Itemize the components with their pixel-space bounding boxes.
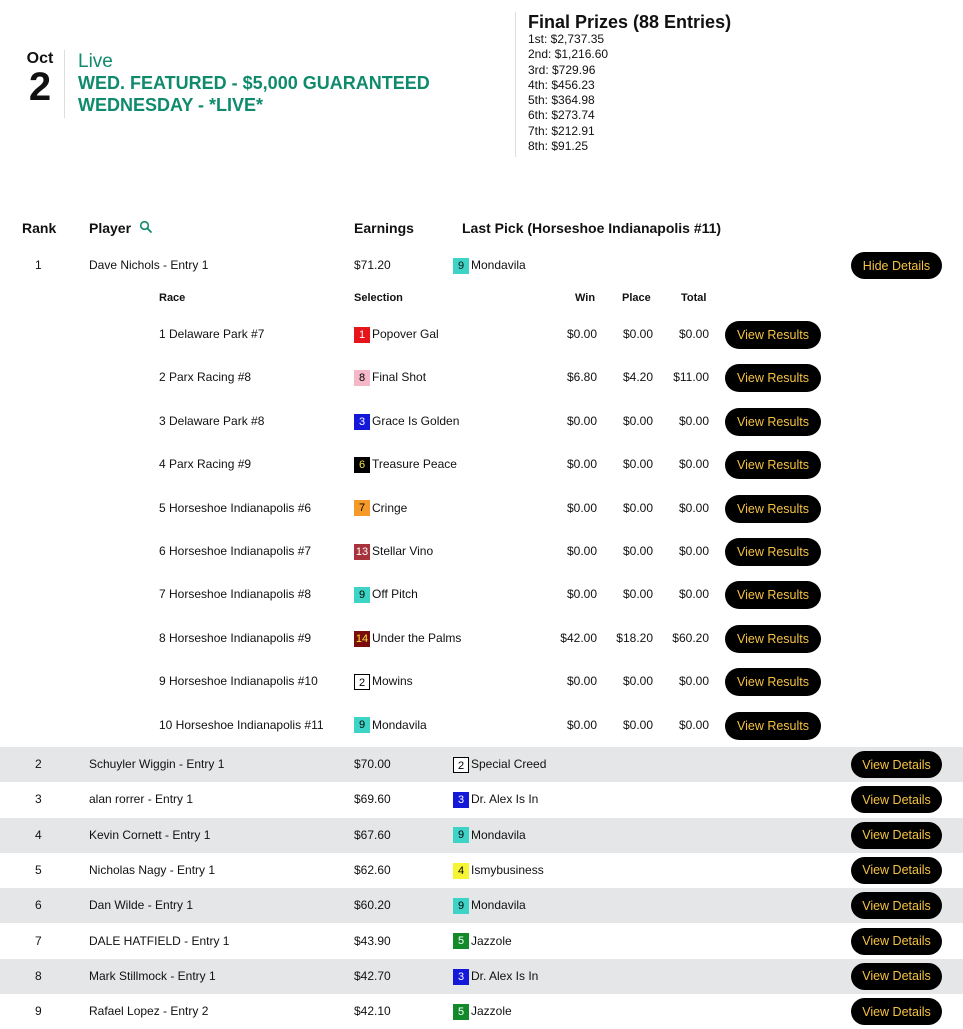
horse-number-badge: 5 bbox=[453, 933, 469, 949]
column-header-earnings: Earnings bbox=[354, 220, 414, 236]
view-results-button[interactable]: View Results bbox=[725, 321, 821, 349]
player-cell: Kevin Cornett - Entry 1 bbox=[89, 827, 211, 842]
horse-name: Under the Palms bbox=[372, 630, 462, 645]
place-cell: $0.00 bbox=[622, 413, 653, 428]
horse-name: Mondavila bbox=[471, 898, 526, 913]
view-details-button[interactable]: View Details bbox=[851, 998, 942, 1025]
rank-cell: 6 bbox=[35, 898, 42, 913]
race-cell: 9 Horseshoe Indianapolis #10 bbox=[159, 674, 318, 689]
win-cell: $0.00 bbox=[566, 327, 597, 341]
selection-cell bbox=[354, 704, 427, 747]
last-pick-cell bbox=[453, 818, 526, 853]
details-header-race: Race bbox=[159, 292, 186, 304]
race-detail-row bbox=[0, 313, 963, 356]
horse-name: Ismybusiness bbox=[471, 862, 544, 877]
table-row bbox=[0, 818, 963, 853]
details-header-selection: Selection bbox=[354, 292, 403, 304]
horse-number-badge: 3 bbox=[354, 414, 370, 430]
divider bbox=[515, 12, 516, 157]
total-cell: $0.00 bbox=[678, 500, 709, 515]
last-pick-cell bbox=[453, 888, 526, 923]
race-detail-row bbox=[0, 400, 963, 443]
column-header-rank: Rank bbox=[22, 220, 57, 236]
table-row bbox=[0, 853, 963, 888]
win-cell: $0.00 bbox=[566, 544, 597, 558]
search-icon[interactable] bbox=[139, 220, 153, 234]
player-cell: Mark Stillmock - Entry 1 bbox=[89, 968, 216, 983]
view-details-button[interactable]: View Details bbox=[851, 857, 942, 884]
horse-number-badge: 9 bbox=[354, 587, 370, 603]
race-detail-row bbox=[0, 487, 963, 530]
horse-name: Dr. Alex Is In bbox=[471, 792, 539, 807]
earnings-cell: $67.60 bbox=[354, 827, 391, 842]
prize-line: 4th: $456.23 bbox=[528, 77, 595, 92]
event-title-block bbox=[78, 52, 478, 116]
race-detail-row bbox=[0, 573, 963, 616]
horse-name: Treasure Peace bbox=[372, 457, 457, 472]
last-pick-cell bbox=[453, 853, 544, 888]
view-details-button[interactable]: View Details bbox=[851, 822, 942, 849]
selection-cell bbox=[354, 400, 459, 443]
horse-number-badge: 2 bbox=[354, 674, 370, 690]
player-cell: Dan Wilde - Entry 1 bbox=[89, 898, 194, 913]
selection-cell bbox=[354, 443, 457, 486]
win-cell: $0.00 bbox=[566, 717, 597, 732]
event-date bbox=[24, 50, 56, 109]
race-cell: 8 Horseshoe Indianapolis #9 bbox=[159, 630, 312, 645]
view-results-button[interactable]: View Results bbox=[725, 712, 821, 740]
table-row bbox=[0, 248, 963, 283]
horse-number-badge: 1 bbox=[354, 327, 370, 343]
prize-line: 1st: $2,737.35 bbox=[528, 32, 605, 46]
horse-number-badge: 3 bbox=[453, 969, 469, 985]
column-header-player-label: Player bbox=[89, 220, 132, 236]
total-cell: $0.00 bbox=[678, 587, 709, 602]
last-pick-cell bbox=[453, 782, 538, 817]
horse-name: Mondavila bbox=[471, 258, 526, 272]
total-cell: $11.00 bbox=[673, 370, 709, 385]
event-title: WED. FEATURED - $5,000 GUARANTEED WEDNESDAY - *LIVE* bbox=[78, 73, 430, 115]
table-row bbox=[0, 747, 963, 782]
place-cell: $0.00 bbox=[622, 587, 653, 602]
horse-number-badge: 3 bbox=[453, 792, 469, 808]
horse-name: Dr. Alex Is In bbox=[471, 968, 539, 983]
earnings-cell: $42.10 bbox=[354, 1004, 391, 1019]
race-cell: 7 Horseshoe Indianapolis #8 bbox=[159, 587, 312, 602]
earnings-cell: $60.20 bbox=[354, 898, 391, 913]
event-month: Oct bbox=[26, 50, 54, 67]
horse-number-badge: 2 bbox=[453, 757, 469, 773]
place-cell: $0.00 bbox=[622, 544, 653, 558]
horse-name: Mondavila bbox=[471, 827, 526, 842]
selection-cell bbox=[354, 660, 413, 703]
horse-number-badge: 4 bbox=[453, 863, 469, 879]
rank-cell: 2 bbox=[35, 757, 42, 771]
place-cell: $0.00 bbox=[622, 327, 653, 341]
table-row bbox=[0, 959, 963, 994]
player-cell: Nicholas Nagy - Entry 1 bbox=[89, 862, 216, 877]
race-cell: 6 Horseshoe Indianapolis #7 bbox=[159, 544, 312, 558]
view-details-button[interactable]: View Details bbox=[851, 963, 942, 990]
horse-name: Stellar Vino bbox=[372, 544, 434, 558]
horse-number-badge: 9 bbox=[453, 258, 469, 274]
selection-cell bbox=[354, 530, 433, 573]
race-detail-row bbox=[0, 660, 963, 703]
horse-name: Special Creed bbox=[471, 757, 547, 771]
total-cell: $0.00 bbox=[678, 544, 709, 558]
selection-cell bbox=[354, 356, 426, 399]
last-pick-cell bbox=[453, 959, 538, 994]
hide-details-button[interactable]: Hide Details bbox=[851, 252, 942, 279]
last-pick-cell bbox=[453, 248, 526, 283]
earnings-cell: $42.70 bbox=[354, 968, 391, 983]
selection-cell bbox=[354, 487, 407, 530]
horse-name: Cringe bbox=[372, 500, 408, 515]
total-cell: $0.00 bbox=[678, 674, 709, 689]
total-cell: $0.00 bbox=[678, 327, 709, 341]
divider bbox=[64, 50, 65, 118]
horse-number-badge: 9 bbox=[453, 827, 469, 843]
place-cell: $4.20 bbox=[622, 370, 653, 385]
earnings-cell: $70.00 bbox=[354, 757, 391, 771]
win-cell: $0.00 bbox=[566, 587, 597, 602]
place-cell: $18.20 bbox=[616, 630, 653, 645]
table-row bbox=[0, 924, 963, 959]
race-cell: 2 Parx Racing #8 bbox=[159, 370, 252, 385]
selection-cell bbox=[354, 313, 439, 356]
selection-cell bbox=[354, 573, 418, 616]
details-header-win: Win bbox=[575, 292, 596, 304]
win-cell: $42.00 bbox=[560, 630, 597, 645]
table-row bbox=[0, 782, 963, 817]
rank-cell: 8 bbox=[35, 968, 42, 983]
view-results-button[interactable]: View Results bbox=[725, 538, 821, 566]
rank-cell: 3 bbox=[35, 792, 42, 807]
table-row bbox=[0, 888, 963, 923]
race-detail-row bbox=[0, 356, 963, 399]
race-cell: 10 Horseshoe Indianapolis #11 bbox=[159, 717, 324, 732]
race-cell: 3 Delaware Park #8 bbox=[159, 413, 265, 428]
total-cell: $0.00 bbox=[678, 717, 709, 732]
horse-number-badge: 8 bbox=[354, 370, 370, 386]
view-results-button[interactable]: View Results bbox=[725, 581, 821, 609]
race-detail-row bbox=[0, 530, 963, 573]
horse-name: Jazzole bbox=[471, 933, 512, 948]
win-cell: $0.00 bbox=[566, 413, 597, 428]
horse-name: Jazzole bbox=[471, 1004, 512, 1019]
horse-number-badge: 9 bbox=[453, 898, 469, 914]
win-cell: $0.00 bbox=[566, 457, 597, 472]
race-detail-row bbox=[0, 443, 963, 486]
horse-number-badge: 13 bbox=[355, 545, 369, 558]
prize-line: 8th: $91.25 bbox=[528, 139, 589, 154]
prize-line: 2nd: $1,216.60 bbox=[528, 47, 609, 62]
place-cell: $0.00 bbox=[622, 674, 653, 689]
earnings-cell: $62.60 bbox=[354, 862, 391, 877]
rank-cell: 7 bbox=[35, 933, 42, 948]
race-cell: 1 Delaware Park #7 bbox=[159, 327, 265, 341]
event-day: 2 bbox=[28, 65, 52, 109]
rank-cell: 9 bbox=[35, 1004, 42, 1019]
final-prizes-heading: Final Prizes (88 Entries) bbox=[528, 12, 732, 32]
horse-name: Grace Is Golden bbox=[372, 413, 460, 428]
last-pick-cell bbox=[453, 924, 512, 959]
view-results-button[interactable]: View Results bbox=[725, 408, 821, 436]
rank-cell: 5 bbox=[35, 862, 42, 877]
place-cell: $0.00 bbox=[622, 500, 653, 515]
last-pick-cell bbox=[453, 747, 546, 782]
view-details-button[interactable]: View Details bbox=[851, 751, 942, 778]
view-results-button[interactable]: View Results bbox=[725, 451, 821, 479]
details-header-place: Place bbox=[622, 292, 651, 304]
view-results-button[interactable]: View Results bbox=[725, 495, 821, 523]
player-cell: Schuyler Wiggin - Entry 1 bbox=[89, 757, 225, 771]
final-prizes bbox=[528, 12, 731, 154]
prize-line: 6th: $273.74 bbox=[528, 108, 595, 123]
horse-number-badge: 7 bbox=[354, 500, 370, 516]
race-cell: 4 Parx Racing #9 bbox=[159, 457, 252, 472]
race-detail-row bbox=[0, 704, 963, 747]
view-details-button[interactable]: View Details bbox=[851, 892, 942, 919]
win-cell: $6.80 bbox=[566, 370, 597, 385]
horse-number-badge: 14 bbox=[355, 632, 369, 645]
earnings-cell: $69.60 bbox=[354, 792, 391, 807]
prize-line: 5th: $364.98 bbox=[528, 93, 595, 108]
player-cell: DALE HATFIELD - Entry 1 bbox=[89, 933, 230, 948]
total-cell: $0.00 bbox=[678, 413, 709, 428]
win-cell: $0.00 bbox=[566, 500, 597, 515]
race-cell: 5 Horseshoe Indianapolis #6 bbox=[159, 500, 312, 515]
race-detail-row bbox=[0, 617, 963, 660]
player-cell: alan rorrer - Entry 1 bbox=[89, 792, 194, 807]
view-results-button[interactable]: View Results bbox=[725, 625, 821, 653]
player-cell: Rafael Lopez - Entry 2 bbox=[89, 1004, 209, 1019]
view-results-button[interactable]: View Results bbox=[725, 668, 821, 696]
view-details-button[interactable]: View Details bbox=[851, 928, 942, 955]
rank-cell: 1 bbox=[35, 258, 42, 272]
earnings-cell: $43.90 bbox=[354, 933, 391, 948]
horse-name: Mondavila bbox=[372, 717, 427, 732]
win-cell: $0.00 bbox=[566, 674, 597, 689]
view-details-button[interactable]: View Details bbox=[851, 786, 942, 813]
horse-name: Popover Gal bbox=[372, 327, 439, 341]
horse-number-badge: 9 bbox=[354, 717, 370, 733]
selection-cell bbox=[354, 617, 461, 660]
column-header-last-pick: Last Pick (Horseshoe Indianapolis #11) bbox=[462, 220, 722, 236]
earnings-cell: $71.20 bbox=[354, 258, 391, 272]
horse-number-badge: 5 bbox=[453, 1004, 469, 1020]
horse-name: Final Shot bbox=[372, 370, 427, 385]
prize-line: 3rd: $729.96 bbox=[528, 62, 596, 77]
total-cell: $60.20 bbox=[672, 630, 709, 645]
place-cell: $0.00 bbox=[622, 457, 653, 472]
prize-line: 7th: $212.91 bbox=[528, 123, 595, 138]
horse-number-badge: 6 bbox=[354, 457, 370, 473]
horse-name: Off Pitch bbox=[372, 587, 418, 602]
view-results-button[interactable]: View Results bbox=[725, 364, 821, 392]
horse-name: Mowins bbox=[372, 674, 413, 689]
rank-cell: 4 bbox=[35, 827, 42, 842]
total-cell: $0.00 bbox=[678, 457, 709, 472]
place-cell: $0.00 bbox=[622, 717, 653, 732]
event-status: Live bbox=[78, 51, 113, 72]
details-header-total: Total bbox=[681, 292, 707, 304]
player-cell: Dave Nichols - Entry 1 bbox=[89, 258, 209, 272]
column-header-player bbox=[89, 220, 153, 236]
